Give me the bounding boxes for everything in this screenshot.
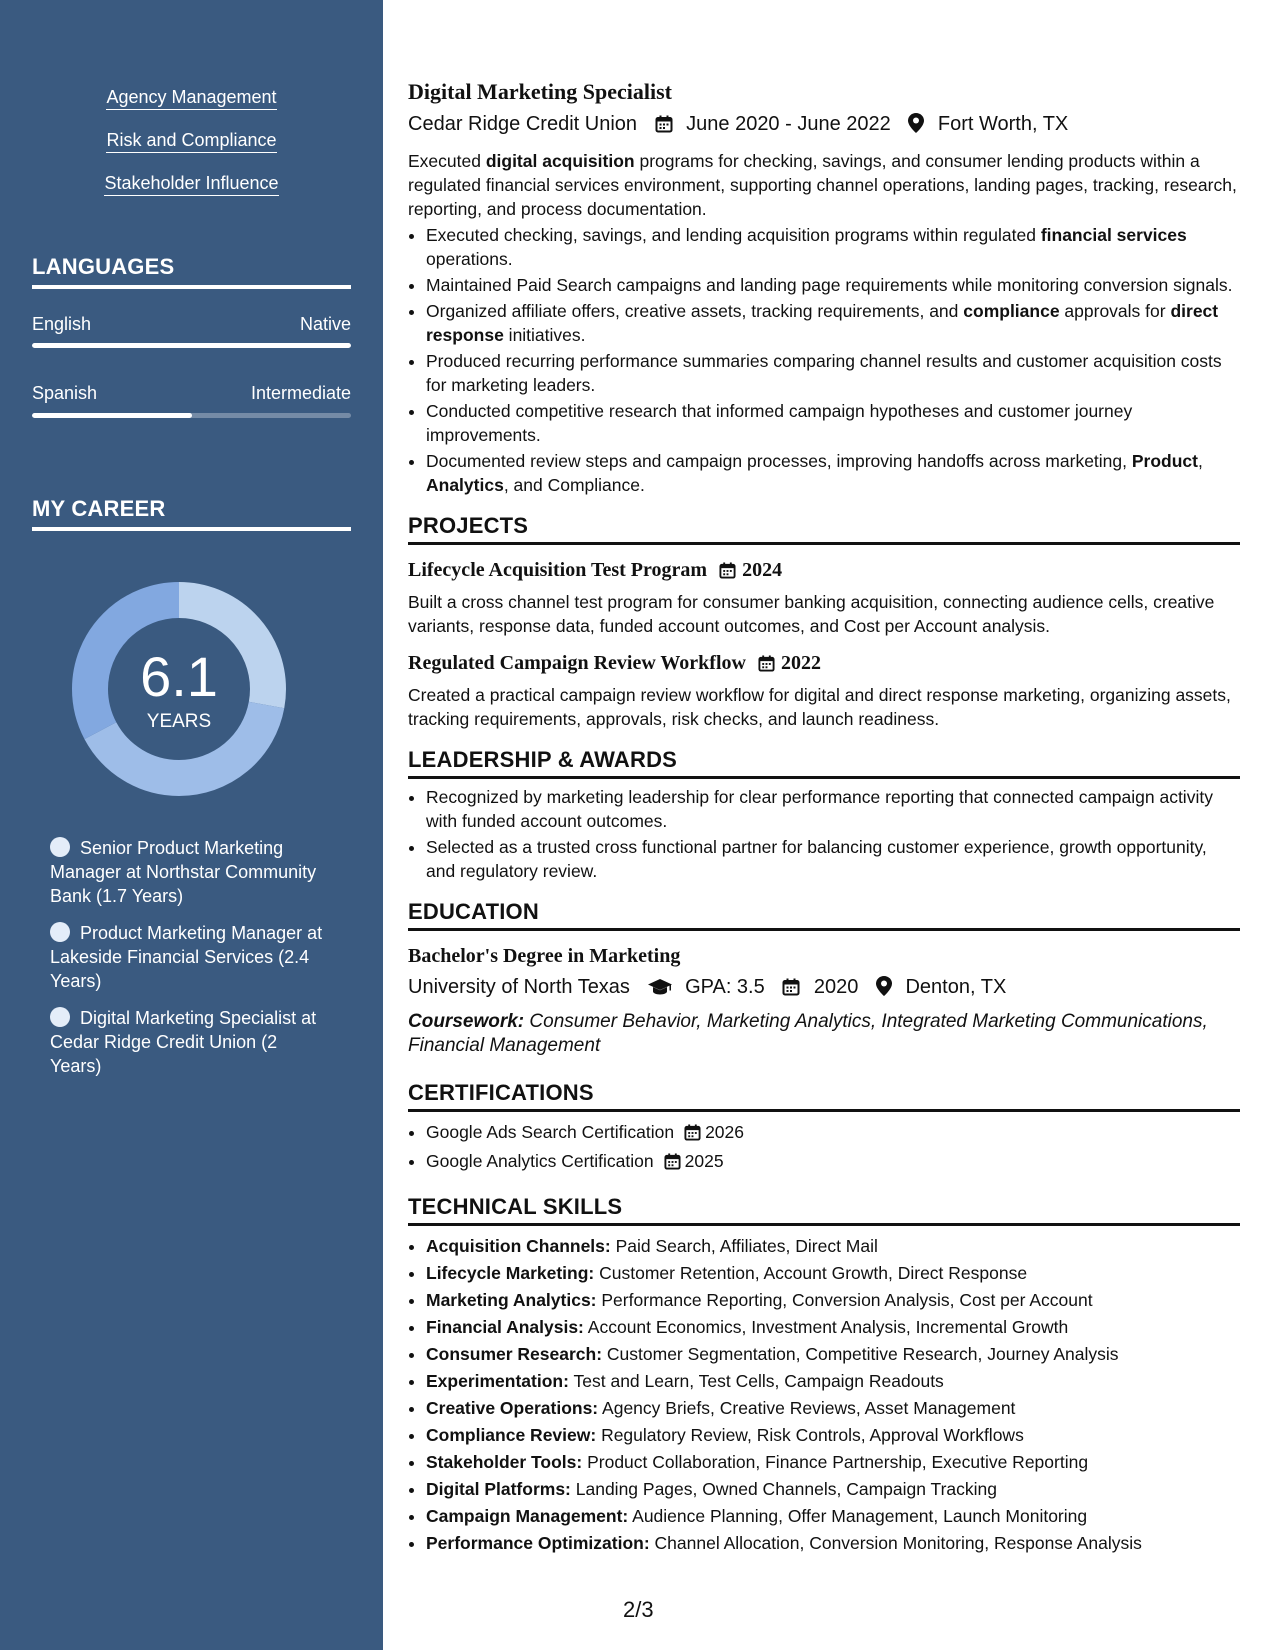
certification-name: Google Ads Search Certification: [426, 1122, 675, 1142]
text-bold: financial services: [1040, 225, 1187, 245]
skill-values: Paid Search, Affiliates, Direct Mail: [610, 1236, 878, 1256]
project-name: Lifecycle Acquisition Test Program: [408, 559, 708, 581]
page-number: 2/3: [623, 1597, 654, 1622]
text-bold: Analytics: [426, 475, 504, 495]
job-location: Fort Worth, TX: [937, 113, 1069, 135]
job-dates: June 2020 - June 2022: [686, 113, 891, 135]
list-item: • Selected as a trusted cross functional partner for balancing customer experience, growth opportunity, and regulatory review.: [426, 835, 1240, 883]
projects-heading: PROJECTS: [408, 513, 1240, 545]
career-donut-chart: [64, 574, 294, 804]
list-item: [426, 1120, 1240, 1147]
bullet-dot-icon: [50, 922, 70, 942]
skill-link[interactable]: Stakeholder Influence: [104, 172, 278, 196]
graduation-year: 2020: [813, 976, 859, 998]
skill-values: Agency Briefs, Creative Reviews, Asset Management: [598, 1398, 1016, 1418]
skill-values: Product Collaboration, Finance Partnership, Executive Reporting: [582, 1452, 1089, 1472]
coursework: [408, 1010, 1240, 1058]
leadership-list: [408, 785, 1240, 883]
language-bar-fill: [32, 413, 192, 418]
language-bar: [32, 343, 351, 348]
skill-category: Campaign Management:: [426, 1506, 629, 1526]
language-level: Native: [299, 314, 351, 334]
career-item-text: Product Marketing Manager at Lakeside Financial Services (2.4 Years): [50, 923, 323, 991]
skills-list: [0, 86, 383, 215]
list-item: • Produced recurring performance summaries comparing channel results and customer acquisition costs for marketing leaders.: [426, 349, 1240, 397]
list-item: [426, 1288, 1240, 1313]
career-heading: MY CAREER: [32, 496, 351, 531]
degree-title: Bachelor's Degree in Marketing: [408, 945, 681, 967]
gpa: GPA: 3.5: [685, 976, 765, 998]
career-years-unit: YEARS: [146, 711, 212, 732]
leadership-heading: LEADERSHIP & AWARDS: [408, 747, 1240, 779]
calendar-icon: [758, 653, 775, 679]
list-item: [426, 299, 1240, 347]
text-bold: direct response: [426, 301, 1219, 345]
project-year: 2024: [742, 559, 783, 581]
skill-link[interactable]: Risk and Compliance: [106, 129, 276, 153]
calendar-icon: [719, 560, 736, 586]
list-item: [426, 1396, 1240, 1421]
career-total-years: 6.1: [140, 645, 218, 708]
text: Documented review steps and campaign processes, improving handoffs across marketing,: [426, 451, 1132, 471]
project-name: Regulated Campaign Review Workflow: [408, 652, 746, 674]
text: programs for checking, savings, and consumer lending products within a regulated financial services environment, supporting channel operations, landing pages, tracking, research, reporting, and process documentation.: [408, 151, 1237, 219]
calendar-icon: [655, 113, 673, 141]
calendar-icon: [782, 976, 800, 1004]
languages-heading: LANGUAGES: [32, 254, 351, 289]
career-item-text: Digital Marketing Specialist at Cedar Ridge Credit Union (2 Years): [50, 1008, 317, 1076]
list-item: [426, 1261, 1240, 1286]
skill-category: Financial Analysis:: [426, 1317, 584, 1337]
text: operations.: [426, 249, 513, 269]
language-name: English: [32, 314, 92, 334]
job-bullets: [408, 223, 1240, 497]
text: initiatives.: [503, 325, 586, 345]
coursework-list: Consumer Behavior, Marketing Analytics, Integrated Marketing Communications, Financial Management: [408, 1011, 1208, 1056]
text: Organized affiliate offers, creative assets, tracking requirements, and: [426, 301, 964, 321]
location-pin-icon: [876, 976, 892, 1004]
project-title: [408, 650, 1240, 679]
education-meta: [408, 973, 1240, 1004]
skill-link[interactable]: Agency Management: [106, 86, 276, 110]
bullet-dot-icon: [50, 837, 70, 857]
skill-category: Creative Operations:: [426, 1398, 599, 1418]
career-item: [50, 1006, 330, 1078]
career-list: [50, 836, 330, 1091]
education-location: Denton, TX: [905, 976, 1007, 998]
project-title: [408, 557, 1240, 586]
certification-name: Google Analytics Certification: [426, 1151, 654, 1171]
skill-category: Marketing Analytics:: [426, 1290, 597, 1310]
language-name: Spanish: [32, 383, 98, 403]
text-bold: digital acquisition: [485, 151, 635, 171]
language-bar: [32, 413, 351, 418]
skill-category: Lifecycle Marketing:: [426, 1263, 595, 1283]
project-description: Built a cross channel test program for consumer banking acquisition, connecting audience cells, creative variants, response data, funded account outcomes, and Cost per Account analysis.: [408, 592, 1215, 636]
text-bold: Product: [1131, 451, 1198, 471]
skill-category: Performance Optimization:: [426, 1533, 650, 1553]
main-content: [408, 78, 1240, 1558]
job-meta: [408, 110, 1240, 141]
list-item: [426, 1369, 1240, 1394]
list-item: [426, 449, 1240, 497]
text-bold: compliance: [963, 301, 1060, 321]
skill-values: Landing Pages, Owned Channels, Campaign Tracking: [570, 1479, 997, 1499]
skill-values: Performance Reporting, Conversion Analysis, Cost per Account: [596, 1290, 1093, 1310]
skill-category: Compliance Review:: [426, 1425, 597, 1445]
project-year: 2022: [780, 652, 821, 674]
career-item: [50, 921, 330, 993]
skill-values: Audience Planning, Offer Management, Launch Monitoring: [628, 1506, 1088, 1526]
calendar-icon: [664, 1152, 681, 1176]
text: Executed: [408, 151, 486, 171]
list-item: [426, 1531, 1240, 1556]
skill-values: Channel Allocation, Conversion Monitoring, Response Analysis: [649, 1533, 1142, 1553]
education-heading: EDUCATION: [408, 899, 1240, 931]
list-item: [426, 1149, 1240, 1176]
career-item: [50, 836, 330, 908]
certification-year: 2026: [705, 1122, 744, 1142]
language-row: [32, 314, 351, 335]
project-description: Created a practical campaign review workflow for digital and direct response marketing, organizing assets, tracking requirements, approvals, risk checks, and launch readiness.: [408, 685, 1231, 729]
skill-values: Test and Learn, Test Cells, Campaign Readouts: [568, 1371, 944, 1391]
list-item: [426, 1504, 1240, 1529]
list-item: [426, 223, 1240, 271]
skill-values: Customer Retention, Account Growth, Direct Response: [594, 1263, 1028, 1283]
list-item: [426, 1423, 1240, 1448]
text: approvals for: [1059, 301, 1171, 321]
technical-skills-heading: TECHNICAL SKILLS: [408, 1194, 1240, 1226]
skill-values: Account Economics, Investment Analysis, Incremental Growth: [583, 1317, 1069, 1337]
list-item: [426, 1234, 1240, 1259]
list-item: • Maintained Paid Search campaigns and landing page requirements while monitoring conversion signals.: [426, 273, 1240, 297]
text: Executed checking, savings, and lending acquisition programs within regulated: [426, 225, 1041, 245]
list-item: • Recognized by marketing leadership for clear performance reporting that connected campaign activity with funded account outcomes.: [426, 785, 1240, 833]
job-summary: [408, 149, 1240, 221]
coursework-label: Coursework:: [408, 1011, 525, 1032]
list-item: [426, 1342, 1240, 1367]
list-item: [426, 1315, 1240, 1340]
calendar-icon: [684, 1123, 701, 1147]
text: , and Compliance.: [503, 475, 645, 495]
skill-category: Stakeholder Tools:: [426, 1452, 583, 1472]
skill-category: Acquisition Channels:: [426, 1236, 611, 1256]
list-item: • Conducted competitive research that informed campaign hypotheses and customer journey improvements.: [426, 399, 1240, 447]
text: ,: [1198, 451, 1203, 471]
technical-skills-list: [408, 1234, 1240, 1556]
language-level: Intermediate: [250, 383, 351, 403]
skill-values: Customer Segmentation, Competitive Research, Journey Analysis: [602, 1344, 1119, 1364]
list-item: [426, 1477, 1240, 1502]
language-row: [32, 383, 351, 404]
certifications-heading: CERTIFICATIONS: [408, 1080, 1240, 1112]
school-name: University of North Texas: [408, 976, 630, 998]
skill-category: Consumer Research:: [426, 1344, 603, 1364]
certification-year: 2025: [684, 1151, 724, 1171]
skill-values: Regulatory Review, Risk Controls, Approval Workflows: [596, 1425, 1024, 1445]
bullet-dot-icon: [50, 1007, 70, 1027]
graduation-cap-icon: [648, 976, 672, 1004]
sidebar: [0, 0, 383, 1650]
language-bar-fill: [32, 343, 351, 348]
certifications-list: [408, 1120, 1240, 1176]
job-title: Digital Marketing Specialist: [408, 79, 672, 104]
location-pin-icon: [908, 113, 924, 141]
skill-category: Digital Platforms:: [426, 1479, 571, 1499]
career-item-text: Senior Product Marketing Manager at Northstar Community Bank (1.7 Years): [50, 838, 317, 906]
job-company: Cedar Ridge Credit Union: [408, 113, 638, 135]
skill-category: Experimentation:: [426, 1371, 569, 1391]
list-item: [426, 1450, 1240, 1475]
